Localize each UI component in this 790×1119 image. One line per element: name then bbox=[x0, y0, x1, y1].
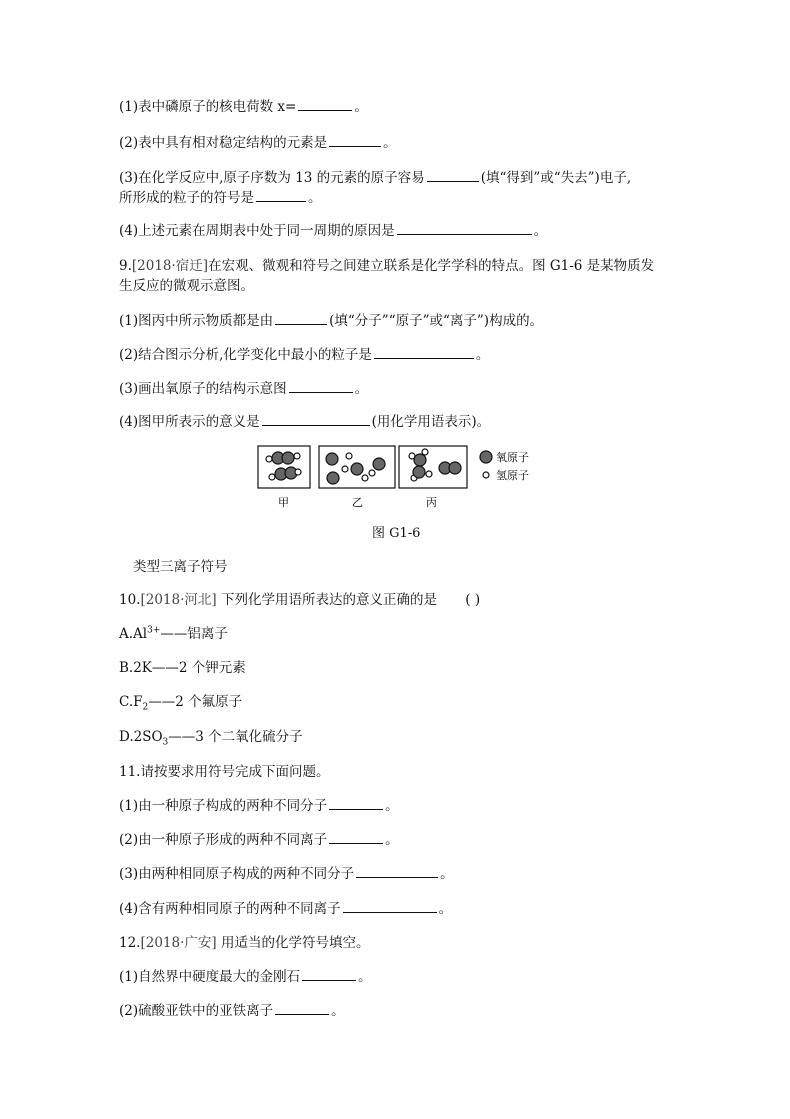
q9-stem-line2: 生反应的微观示意图。 bbox=[119, 278, 254, 294]
q8-part3-line1: (3)在化学反应中,原子序数为 13 的元素的原子容易 (填“得到”或“失去”)电子, bbox=[119, 170, 632, 186]
q8-part3-line2: 所形成的粒子的符号是 。 bbox=[119, 190, 322, 206]
answer-paren[interactable]: ( ) bbox=[465, 592, 481, 608]
answer-blank[interactable] bbox=[275, 311, 327, 325]
q10-option-d[interactable]: $D.2SO_3——3$ 个二氧化硫分子 bbox=[119, 729, 303, 748]
section-heading: 类型三离子符号 bbox=[133, 559, 228, 575]
answer-blank[interactable] bbox=[397, 221, 532, 235]
legend-hydrogen-icon bbox=[483, 472, 489, 478]
legend-oxygen-icon bbox=[480, 451, 492, 463]
answer-blank[interactable] bbox=[329, 796, 383, 810]
answer-blank[interactable] bbox=[374, 345, 474, 359]
answer-blank[interactable] bbox=[356, 864, 438, 878]
q9-part2: (2)结合图示分析,化学变化中最小的粒子是 。 bbox=[119, 347, 490, 363]
answer-blank[interactable] bbox=[256, 188, 306, 202]
q10-option-b[interactable]: B.2K——2 个钾元素 bbox=[119, 660, 246, 676]
panel-label-jia: 甲 bbox=[278, 496, 289, 509]
q9-source: [2018·宿迁] bbox=[131, 258, 209, 274]
q11-part1: (1)由一种原子构成的两种不同分子 。 bbox=[119, 798, 399, 814]
answer-blank[interactable] bbox=[329, 133, 381, 147]
q12-stem: 12.[2018·广安] 用适当的化学符号填空。 bbox=[119, 935, 370, 951]
q11-part4: (4)含有两种相同原子的两种不同离子 。 bbox=[119, 901, 453, 917]
q10-stem: 10.[2018·河北] 下列化学用语所表达的意义正确的是 ( ) bbox=[119, 592, 481, 608]
q9-part3: (3)画出氧原子的结构示意图 。 bbox=[119, 381, 369, 397]
q12-part2: (2)硫酸亚铁中的亚铁离子 。 bbox=[119, 1003, 345, 1019]
q8-part2: (2)表中具有相对稳定结构的元素是 。 bbox=[119, 135, 397, 151]
answer-blank[interactable] bbox=[298, 97, 352, 111]
q11-part3: (3)由两种相同原子构成的两种不同分子 。 bbox=[119, 866, 454, 882]
answer-blank[interactable] bbox=[275, 1001, 329, 1015]
figure-caption: 图 G1-6 bbox=[372, 526, 421, 541]
q11-part2: (2)由一种原子形成的两种不同离子 。 bbox=[119, 832, 399, 848]
legend-hydrogen-label: 氢原子 bbox=[496, 469, 529, 482]
answer-blank[interactable] bbox=[329, 830, 383, 844]
answer-blank[interactable] bbox=[302, 967, 356, 981]
answer-blank[interactable] bbox=[262, 412, 370, 426]
panel-jia-box bbox=[258, 446, 310, 488]
panel-label-bing: 丙 bbox=[426, 496, 437, 509]
answer-blank[interactable] bbox=[343, 899, 437, 913]
q9-part4: (4)图甲所表示的意义是 (用化学用语表示)。 bbox=[119, 414, 491, 430]
q8-part1: (1)表中磷原子的核电荷数 x= 。 bbox=[119, 99, 368, 115]
q12-source: [2018·广安] bbox=[140, 935, 217, 951]
q9-part1: (1)图丙中所示物质都是由 (填“分子”“原子”或“离子”)构成的。 bbox=[119, 313, 544, 329]
q10-option-a[interactable]: $A.Al^{3+}——$铝离子 bbox=[119, 625, 228, 642]
legend-oxygen-label: 氧原子 bbox=[496, 451, 529, 464]
q12-part1: (1)自然界中硬度最大的金刚石 。 bbox=[119, 969, 372, 985]
q11-stem: 11.请按要求用符号完成下面问题。 bbox=[119, 764, 330, 780]
panel-label-yi: 乙 bbox=[352, 496, 363, 509]
q8-part4: (4)上述元素在周期表中处于同一周期的原因是 。 bbox=[119, 223, 548, 239]
molecule-diagram bbox=[257, 444, 547, 514]
answer-blank[interactable] bbox=[427, 168, 479, 182]
q10-source: [2018·河北] bbox=[140, 592, 217, 608]
q10-option-c[interactable]: $C.F_2——2$ 个氟原子 bbox=[119, 694, 243, 713]
q9-stem-line1: 9.[2018·宿迁]在宏观、微观和符号之间建立联系是化学学科的特点。图 G1-6 是某物质发 bbox=[119, 258, 655, 274]
answer-blank[interactable] bbox=[289, 379, 353, 393]
